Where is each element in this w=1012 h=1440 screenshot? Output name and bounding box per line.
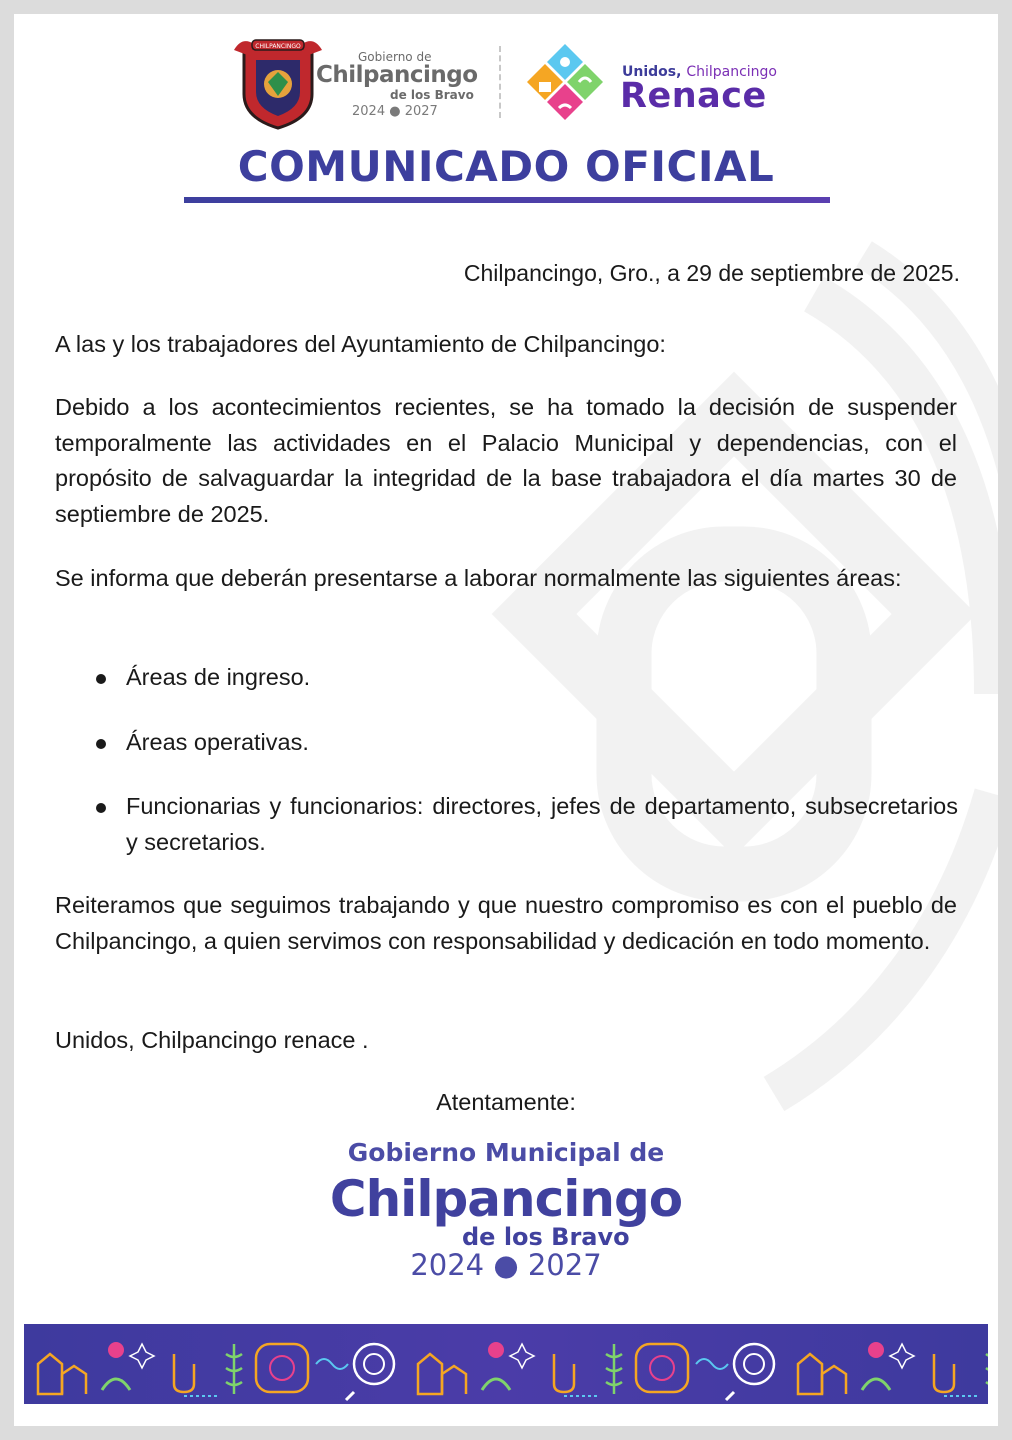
renace-wordmark: Renace (620, 76, 767, 116)
list-item (94, 660, 958, 696)
document-date: Chilpancingo, Gro., a 29 de septiembre de 2025. (463, 260, 960, 286)
signature-logo (14, 1138, 998, 1288)
sign-off: Atentamente: (436, 1089, 576, 1115)
badge-text: CHILPANCINGO (255, 43, 301, 50)
paragraph-areas-intro: Se informa que deberán presentarse a laborar normalmente las siguientes áreas: (55, 565, 902, 591)
paragraph-commitment: Reiteramos que seguimos trabajando y que nuestro compromiso es con el pueblo de Chilpancingo, a quien servimos con responsabilidad y dedicación en todo momento. (55, 892, 957, 954)
list-item (94, 789, 958, 860)
left-logo-big: Chilpancingo (316, 62, 478, 88)
logo-divider (499, 46, 501, 118)
bullet-icon (96, 739, 106, 749)
footer-pattern-icon (24, 1324, 988, 1404)
closing-slogan: Unidos, Chilpancingo renace . (55, 1027, 369, 1053)
list-item-text: Áreas de ingreso. (126, 664, 311, 690)
left-logo-small: Gobierno de (358, 50, 432, 64)
document-page (14, 14, 998, 1426)
bullet-icon (96, 674, 106, 684)
coat-of-arms-icon (234, 36, 322, 130)
left-logo-sub: de los Bravo (390, 88, 474, 102)
greeting: A las y los trabajadores del Ayuntamiento de Chilpancingo: (55, 331, 666, 357)
signature-line1: Gobierno Municipal de (347, 1138, 665, 1167)
page-title: COMUNICADO OFICIAL (237, 142, 775, 191)
renace-logo-icon (519, 38, 611, 130)
left-logo-years: 2024 ● 2027 (352, 104, 438, 119)
renace-chilpancingo: Chilpancingo (686, 64, 777, 80)
renace-unidos: Unidos, (622, 64, 682, 80)
decorative-footer-band (24, 1324, 988, 1404)
areas-list (94, 660, 958, 889)
list-item-text: Áreas operativas. (126, 728, 309, 755)
list-item (94, 725, 958, 761)
signature-years: 2024 ● 2027 (410, 1248, 602, 1282)
paragraph-suspension: Debido a los acontecimientos recientes, se ha tomado la decisión de suspender temporalmente las actividades en el Palacio Municipal y dependencias, con el propósito de salvaguardar la integridad de la base trabajadora el día martes 30 de septiembre de 2025. (55, 394, 957, 527)
letterhead (14, 14, 998, 234)
title-underline (184, 197, 830, 203)
list-item-text: Funcionarias y funcionarios: directores, jefes de departamento, subsecretarios y secretarios. (126, 793, 958, 855)
signature-line3: de los Bravo (462, 1223, 630, 1251)
bullet-icon (96, 803, 106, 813)
signature-line2: Chilpancingo (329, 1170, 683, 1228)
